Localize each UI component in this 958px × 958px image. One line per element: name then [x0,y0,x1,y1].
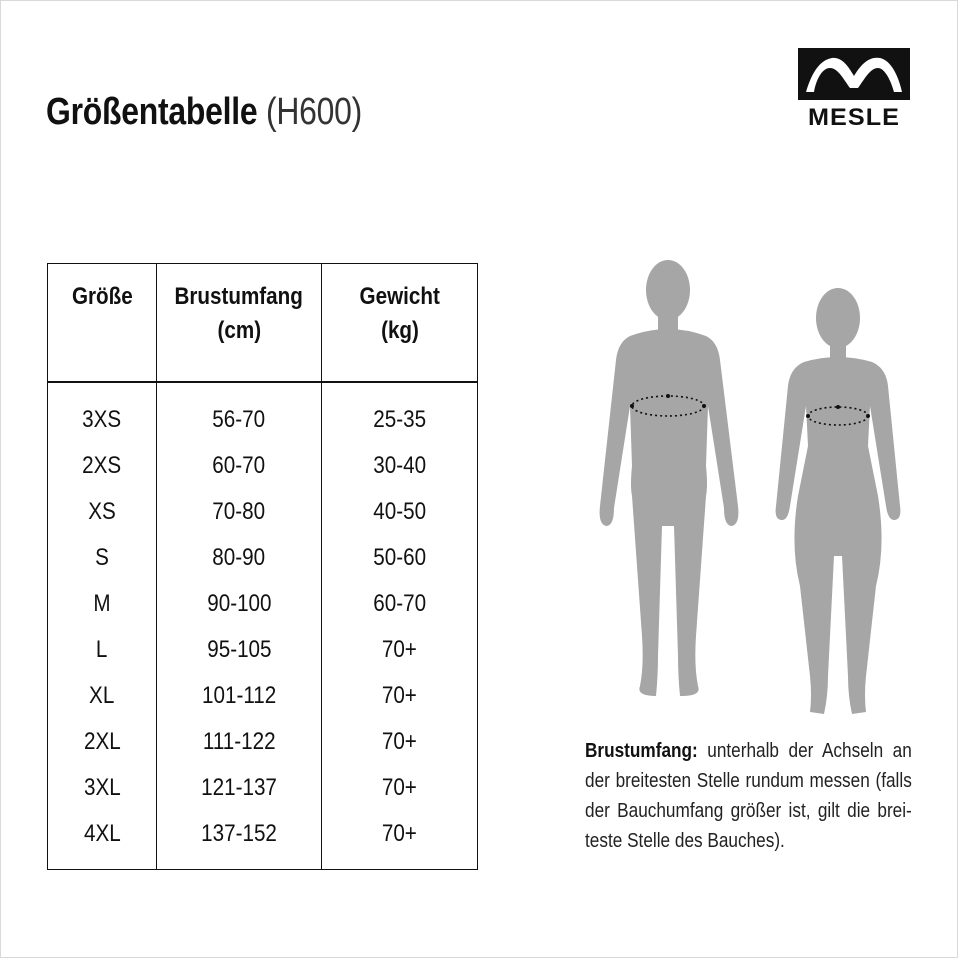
table-header-row [48,264,478,383]
header-size: Größe [48,264,157,383]
note-text: unterhalb der Achseln an der breitesten Stelle rundum messen (falls der Bauchumfang größer ist, gilt die breiteste Stelle des Bauches). [585,740,912,852]
table-row: 3XS 56-70 25-35 [48,382,478,443]
table-row: L 95-105 70+ [48,627,478,673]
brand-name: MESLE [807,104,901,131]
size-table [47,263,478,870]
table-row: XS 70-80 40-50 [48,489,478,535]
table-row: 2XS 60-70 30-40 [48,443,478,489]
header-chest: Brustumfang (cm) [157,264,322,383]
mesle-logo-icon [798,48,910,104]
note-label: Brustumfang: [585,740,698,762]
title-suffix: (H600) [265,91,363,133]
body-silhouettes [590,256,910,726]
measurement-note [585,736,911,856]
table-row: 3XL 121-137 70+ [48,765,478,811]
table-row: S 80-90 50-60 [48,535,478,581]
table-row: 2XL 111-122 70+ [48,719,478,765]
table-row: XL 101-112 70+ [48,673,478,719]
page-title [46,84,362,140]
table-row: M 90-100 60-70 [48,581,478,627]
table-row: 4XL 137-152 70+ [48,811,478,870]
header-weight: Gewicht (kg) [322,264,478,383]
brand-logo [798,48,910,134]
title-main: Größentabelle [46,91,258,133]
silhouette-illustration-icon [590,256,910,726]
